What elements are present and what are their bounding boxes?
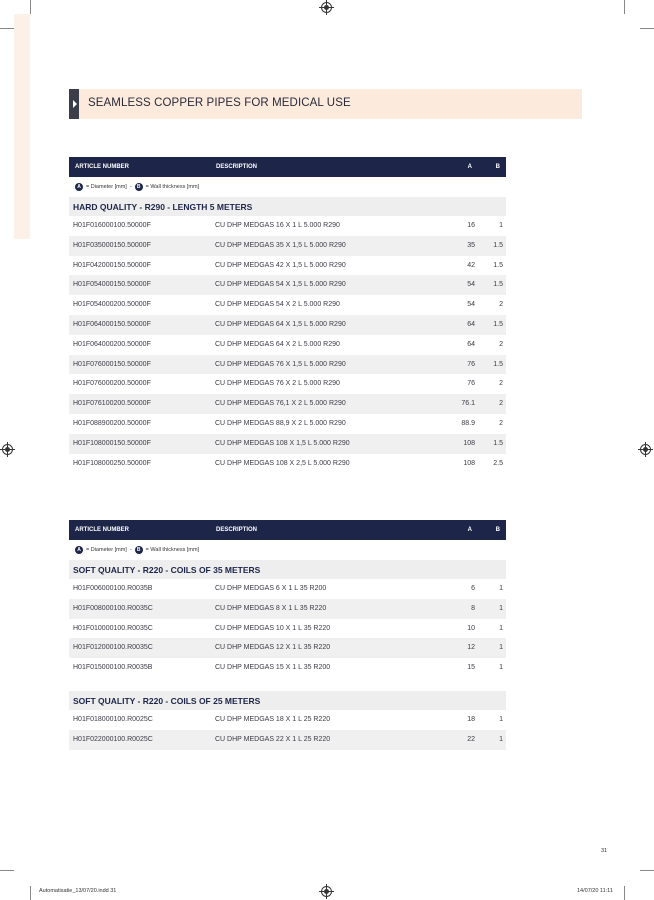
table-header xyxy=(69,520,506,540)
section-title-bar xyxy=(69,89,582,119)
table-row xyxy=(69,355,506,375)
description-cell: CU DHP MEDGAS 76,1 X 2 L 5.000 R290 xyxy=(215,400,346,408)
file-slug: Automatisatie_13/07/20.indd 31 xyxy=(39,888,117,894)
diameter-cell: 88.9 xyxy=(461,419,475,427)
table-row xyxy=(69,374,506,394)
page-number: 31 xyxy=(601,848,608,854)
diameter-cell: 76 xyxy=(467,380,475,388)
wall-thickness-cell: 1 xyxy=(499,715,503,723)
article-number-cell: H01F054000200.50000F xyxy=(73,301,151,309)
legend-separator: - xyxy=(129,184,132,190)
header-b: B xyxy=(495,526,500,533)
wall-thickness-cell: 1.5 xyxy=(493,439,503,447)
crop-mark xyxy=(0,28,14,29)
diameter-cell: 64 xyxy=(467,340,475,348)
article-number-cell: H01F008000100.R0035C xyxy=(73,604,153,612)
description-cell: CU DHP MEDGAS 108 X 2,5 L 5.000 R290 xyxy=(215,459,350,467)
description-cell: CU DHP MEDGAS 64 X 1,5 L 5.000 R290 xyxy=(215,320,346,328)
article-number-cell: H01F022000100.R0025C xyxy=(73,735,153,743)
article-number-cell: H01F108000250.50000F xyxy=(73,459,151,467)
legend xyxy=(69,177,506,197)
table-row xyxy=(69,236,506,256)
diameter-cell: 108 xyxy=(463,459,475,467)
a-circle-icon: A xyxy=(75,546,83,554)
crop-mark xyxy=(624,886,625,900)
description-cell: CU DHP MEDGAS 18 X 1 L 25 R220 xyxy=(215,715,331,723)
table-row xyxy=(69,394,506,414)
b-circle-icon: B xyxy=(135,183,143,191)
article-number-cell: H01F042000150.50000F xyxy=(73,261,151,269)
table-row xyxy=(69,454,506,474)
registration-mark-icon xyxy=(2,444,13,455)
description-cell: CU DHP MEDGAS 22 X 1 L 25 R220 xyxy=(215,735,331,743)
article-number-cell: H01F108000150.50000F xyxy=(73,439,151,447)
diameter-cell: 18 xyxy=(467,715,475,723)
side-tab-decoration xyxy=(14,14,30,239)
description-cell: CU DHP MEDGAS 35 X 1,5 L 5.000 R290 xyxy=(215,241,346,249)
product-table-soft xyxy=(69,520,506,750)
section-title: SOFT QUALITY - R220 - COILS OF 25 METERS xyxy=(73,695,261,706)
article-number-cell: H01F054000150.50000F xyxy=(73,281,151,289)
wall-thickness-cell: 1 xyxy=(499,222,503,229)
wall-thickness-cell: 2 xyxy=(499,301,503,309)
diameter-cell: 76 xyxy=(467,360,475,368)
description-cell: CU DHP MEDGAS 12 X 1 L 35 R220 xyxy=(215,644,331,652)
registration-mark-icon xyxy=(321,886,332,897)
table-header xyxy=(69,157,506,177)
wall-thickness-cell: 1 xyxy=(499,735,503,743)
table-body xyxy=(69,560,506,750)
table-row xyxy=(69,335,506,355)
diameter-cell: 42 xyxy=(467,261,475,269)
crop-mark xyxy=(624,0,625,14)
section-title: HARD QUALITY - R290 - LENGTH 5 METERS xyxy=(73,202,253,212)
article-number-cell: H01F035000150.50000F xyxy=(73,241,151,249)
article-number-cell: H01F006000100.R0035B xyxy=(73,585,153,592)
header-article-number: ARTICLE NUMBER xyxy=(75,526,129,533)
table-row xyxy=(69,216,506,236)
date-slug: 14/07/20 11:11 xyxy=(577,888,613,894)
table-row xyxy=(69,638,506,658)
table-row xyxy=(69,275,506,295)
wall-thickness-cell: 2 xyxy=(499,419,503,427)
legend-separator: - xyxy=(129,547,132,553)
header-description: DESCRIPTION xyxy=(216,526,258,533)
table-row xyxy=(69,658,506,678)
registration-mark-icon xyxy=(640,444,651,455)
diameter-cell: 54 xyxy=(467,301,475,309)
wall-thickness-cell: 1 xyxy=(499,664,503,672)
wall-thickness-cell: 1 xyxy=(499,604,503,612)
description-cell: CU DHP MEDGAS 10 X 1 L 35 R220 xyxy=(215,624,331,632)
table-row xyxy=(69,434,506,454)
description-cell: CU DHP MEDGAS 64 X 2 L 5.000 R290 xyxy=(215,340,340,348)
table-row xyxy=(69,414,506,434)
crop-mark xyxy=(30,886,31,900)
article-number-cell: H01F076000150.50000F xyxy=(73,360,151,368)
article-number-cell: H01F016000100.50000F xyxy=(73,222,151,229)
legend xyxy=(69,540,506,560)
page-title: SEAMLESS COPPER PIPES FOR MEDICAL USE xyxy=(88,97,351,109)
legend-a-text: = Diameter [mm] xyxy=(86,547,127,553)
article-number-cell: H01F018000100.R0025C xyxy=(73,715,153,723)
wall-thickness-cell: 1 xyxy=(499,644,503,652)
legend-b-text: = Wall thickness [mm] xyxy=(145,547,200,553)
article-number-cell: H01F010000100.R0035C xyxy=(73,624,153,632)
description-cell: CU DHP MEDGAS 16 X 1 L 5.000 R290 xyxy=(215,222,340,229)
section-title: SOFT QUALITY - R220 - COILS OF 35 METERS xyxy=(73,565,261,575)
table-row xyxy=(69,730,506,750)
section-heading xyxy=(69,691,506,710)
diameter-cell: 10 xyxy=(467,624,475,632)
legend-a-text: = Diameter [mm] xyxy=(86,184,127,190)
header-a: A xyxy=(467,163,472,170)
wall-thickness-cell: 1 xyxy=(499,585,503,592)
header-article-number: ARTICLE NUMBER xyxy=(75,163,129,170)
legend-b-text: = Wall thickness [mm] xyxy=(145,184,200,190)
table-row xyxy=(69,315,506,335)
table-row xyxy=(69,295,506,315)
section-gap xyxy=(69,678,506,691)
crop-mark xyxy=(640,870,654,871)
crop-mark xyxy=(640,28,654,29)
table-row xyxy=(69,619,506,639)
registration-mark-icon xyxy=(321,2,332,13)
article-number-cell: H01F064000200.50000F xyxy=(73,340,151,348)
diameter-cell: 35 xyxy=(467,241,475,249)
article-number-cell: H01F015000100.R0035B xyxy=(73,664,153,672)
diameter-cell: 15 xyxy=(467,664,475,672)
diameter-cell: 108 xyxy=(463,439,475,447)
wall-thickness-cell: 1.5 xyxy=(493,360,503,368)
triangle-marker-icon xyxy=(69,89,79,119)
header-a: A xyxy=(467,526,472,533)
article-number-cell: H01F012000100.R0035C xyxy=(73,644,153,652)
table-row xyxy=(69,710,506,730)
wall-thickness-cell: 2.5 xyxy=(493,459,503,467)
description-cell: CU DHP MEDGAS 54 X 1,5 L 5.000 R290 xyxy=(215,281,346,289)
table-row xyxy=(69,599,506,619)
table-row xyxy=(69,256,506,276)
table-body xyxy=(69,197,506,473)
description-cell: CU DHP MEDGAS 76 X 1,5 L 5.000 R290 xyxy=(215,360,346,368)
diameter-cell: 64 xyxy=(467,320,475,328)
section-heading xyxy=(69,560,506,579)
wall-thickness-cell: 1 xyxy=(499,624,503,632)
wall-thickness-cell: 2 xyxy=(499,340,503,348)
a-circle-icon: A xyxy=(75,183,83,191)
diameter-cell: 16 xyxy=(467,222,475,229)
description-cell: CU DHP MEDGAS 54 X 2 L 5.000 R290 xyxy=(215,301,340,309)
article-number-cell: H01F088900200.50000F xyxy=(73,419,151,427)
crop-mark xyxy=(0,870,14,871)
description-cell: CU DHP MEDGAS 15 X 1 L 35 R200 xyxy=(215,664,331,672)
wall-thickness-cell: 1.5 xyxy=(493,261,503,269)
section-heading xyxy=(69,197,506,216)
article-number-cell: H01F064000150.50000F xyxy=(73,320,151,328)
diameter-cell: 76.1 xyxy=(461,400,475,408)
description-cell: CU DHP MEDGAS 76 X 2 L 5.000 R290 xyxy=(215,380,340,388)
diameter-cell: 22 xyxy=(467,735,475,743)
header-description: DESCRIPTION xyxy=(216,163,258,170)
diameter-cell: 54 xyxy=(467,281,475,289)
wall-thickness-cell: 1.5 xyxy=(493,241,503,249)
table-row xyxy=(69,579,506,599)
crop-mark xyxy=(30,0,31,14)
description-cell: CU DHP MEDGAS 108 X 1,5 L 5.000 R290 xyxy=(215,439,350,447)
wall-thickness-cell: 2 xyxy=(499,380,503,388)
article-number-cell: H01F076000200.50000F xyxy=(73,380,151,388)
b-circle-icon: B xyxy=(135,546,143,554)
wall-thickness-cell: 1.5 xyxy=(493,320,503,328)
wall-thickness-cell: 1.5 xyxy=(493,281,503,289)
description-cell: CU DHP MEDGAS 42 X 1,5 L 5.000 R290 xyxy=(215,261,346,269)
description-cell: CU DHP MEDGAS 6 X 1 L 35 R200 xyxy=(215,585,327,592)
article-number-cell: H01F076100200.50000F xyxy=(73,400,151,408)
diameter-cell: 8 xyxy=(471,604,475,612)
description-cell: CU DHP MEDGAS 88,9 X 2 L 5.000 R290 xyxy=(215,419,346,427)
diameter-cell: 6 xyxy=(471,585,475,592)
product-table-hard xyxy=(69,157,506,473)
wall-thickness-cell: 2 xyxy=(499,400,503,408)
diameter-cell: 12 xyxy=(467,644,475,652)
description-cell: CU DHP MEDGAS 8 X 1 L 35 R220 xyxy=(215,604,327,612)
header-b: B xyxy=(495,163,500,170)
